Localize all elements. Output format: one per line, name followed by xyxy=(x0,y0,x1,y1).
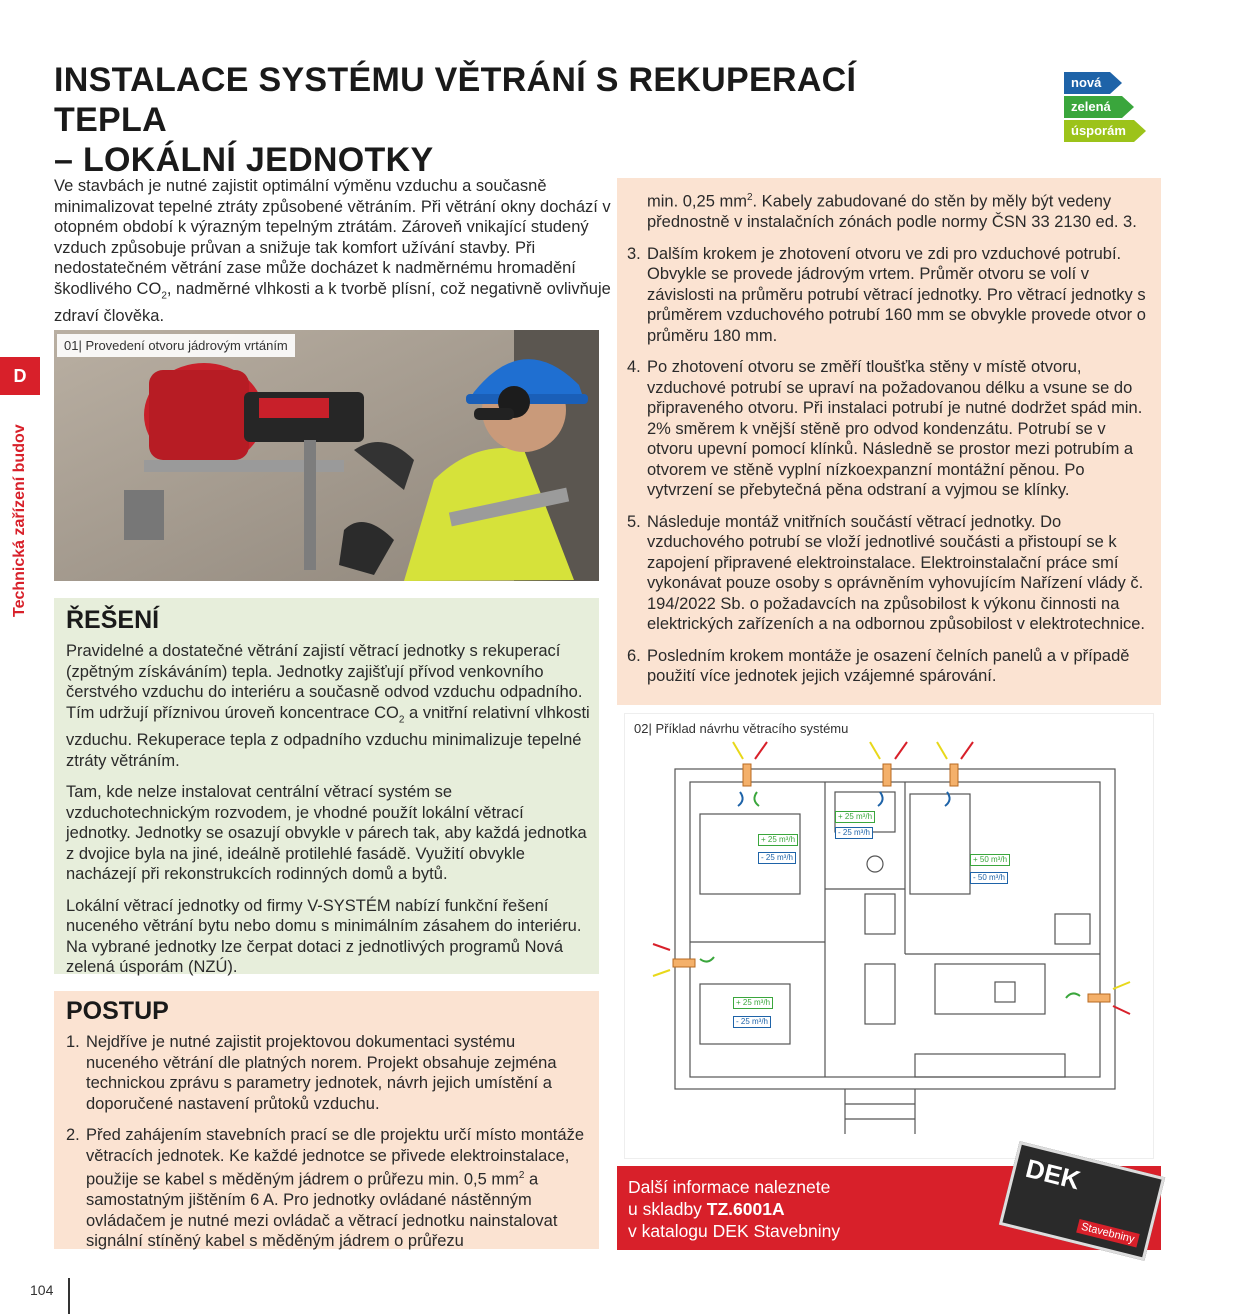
worker-drilling-illustration xyxy=(54,330,599,581)
reseni-heading: ŘEŠENÍ xyxy=(66,606,160,634)
info-line-3: v katalogu DEK Stavebniny xyxy=(628,1221,841,1241)
section-vertical-label: Technická zařízení budov xyxy=(11,424,28,617)
book-subtitle: Stavebniny xyxy=(1076,1219,1140,1248)
badge-zelena: zelená xyxy=(1064,96,1134,118)
reseni-box xyxy=(54,598,599,977)
postup-step-4: 4. Po zhotovení otvoru se změří tloušťka stěny v místě otvoru, vzduchové potrubí se upraví na požadovanou délku a vsune se do připraveného otvoru. Při instalaci potrubí je nutné dodržet spád min. 2% směrem k vnější stěně pro odvod kondenzátu. Potrubí se v otvoru upevní pomocí klínků. Následně se prostor mezi potrubím a otvorem ve stěně vyplní nízkoexpanzní montážní pěnou. Po vytvrzení se přebytečná pěna odstraní a vyjmou se klínky. xyxy=(627,358,1143,499)
intro-paragraph: Ve stavbách je nutné zajistit optimální výměnu vzduchu a současně minimalizovat tepelné ztráty způsobené větráním. Při větrání okny dochází v otopném období k výrazným tepelným ztrátám. Zároveň vnikající studený vzduch způsobuje průvan a snižuje tak komfort užívání stavby. Při nedostatečném větrání zase může docházet k nadměrnému hromadění škodlivého $CO_2$, nadměrné vlhkosti a k tvorbě plísní, což negativně ovlivňuje zdraví člověka. xyxy=(54,177,611,326)
page-number: 104 xyxy=(30,1282,54,1298)
badge-nova: nová xyxy=(1064,72,1122,94)
postup-heading: POSTUP xyxy=(66,997,169,1025)
postup-step-6: 6. Posledním krokem montáže je osazení čelních panelů a v případě použití více jednotek jejich vzájemné spárování. xyxy=(627,646,1130,685)
info-line-2: u skladby TZ.6001A xyxy=(628,1199,785,1219)
plan-caption: 02| Příklad návrhu větracího systému xyxy=(634,721,849,736)
postup-step-3: 3. Dalším krokem je zhotovení otvoru ve zdi pro vzduchové potrubí. Obvykle se provede jádrovým vrtem. Průměr otvoru se volí v závislosti na průměru potrubí větrací jednotky. Pro větrací jednotky s průměrem vzduchového potrubí 160 mm se obvykle provede otvor o průměru 180 mm. xyxy=(627,244,1146,345)
flow-out-label: - 25 m³/h xyxy=(835,827,873,839)
ventilation-plan-figure xyxy=(624,713,1154,1159)
postup-continued-box xyxy=(617,178,1161,705)
postup-step-1: 1. Nejdříve je nutné zajistit projektovou dokumentaci systému nuceného větrání dle platných norem. Projekt obsahuje zejména technickou zprávu s parametry jednotek, návrh jejich umístění a doporučené nastavení průtoků vzduchu. xyxy=(66,1033,557,1113)
badge-usporam: úsporám xyxy=(1064,120,1146,142)
page-title xyxy=(54,60,954,180)
catalog-info-banner xyxy=(617,1153,1161,1250)
flow-in-big-label: + 50 m³/h xyxy=(970,854,1010,866)
photo-caption: 01| Provedení otvoru jádrovým vrtáním xyxy=(57,334,295,357)
page-divider xyxy=(68,1278,70,1314)
postup-step-2-continued: min. 0,25 $mm^2$. Kabely zabudované do stěn by měly být vedeny přednostně v instalačních zónách podle normy ČSN 33 2130 ed. 3. xyxy=(647,192,1137,231)
flow-out-big-label: - 50 m³/h xyxy=(970,872,1008,884)
book-title: DEK xyxy=(1022,1153,1084,1196)
catalog-book-image xyxy=(999,1141,1165,1261)
flow-out-label: - 25 m³/h xyxy=(758,852,796,864)
reseni-paragraph-2: Tam, kde nelze instalovat centrální větrací systém se vzduchotechnickým rozvodem, je vhodné použít lokální větrací jednotky. Jednotky se osazují obvykle v párech tak, aby každá jednotka z dvojice byla na jiné, ideálně protilehlé fasádě. Využití obvykle nacházejí při rekonstrukcích rodinných domů a bytů. xyxy=(66,783,587,884)
reseni-paragraph-1: Pravidelné a dostatečné větrání zajistí větrací jednotky s rekuperací (zpětným získáváním) tepla. Jednotky zajišťují přívod venkovního čerstvého vzduchu do interiéru a současně odvod vzduchu odpadního. Tím udržují příznivou úroveň koncentrace $CO_2$ a vnitřní relativní vlhkosti vzduchu. Rekuperace tepla z odpadního vzduchu minimalizuje tepelné ztráty větráním. xyxy=(66,642,590,770)
title-line-2: – LOKÁLNÍ JEDNOTKY xyxy=(54,141,434,179)
flow-out-label: - 25 m³/h xyxy=(733,1016,771,1028)
core-drilling-photo xyxy=(54,330,599,581)
postup-box xyxy=(54,991,599,1249)
title-line-1: INSTALACE SYSTÉMU VĚTRÁNÍ S REKUPERACÍ TEPLA xyxy=(54,61,857,139)
flow-in-label: + 25 m³/h xyxy=(835,811,875,823)
section-letter-tab: D xyxy=(0,357,40,395)
postup-step-2: 2. Před zahájením stavebních prací se dle projektu určí místo montáže větracích jednotek. Ke každé jednotce se přivede elektroinstalace, použije se kabel s měděným jádrem o průřezu min. 0,5 $mm^2$ a samostatným jištěním 6 A. Pro jednotky ovládané nástěnným ovládačem je nutné mezi ovládač a větrací jednotku nainstalovat signální stíněný kabel s měděným jádrem o průřezu xyxy=(66,1126,584,1250)
product-code[interactable]: TZ.6001A xyxy=(706,1199,785,1219)
info-line-1: Další informace naleznete xyxy=(628,1177,831,1197)
flow-in-label: + 25 m³/h xyxy=(733,997,773,1009)
floor-plan-drawing xyxy=(625,714,1153,1158)
postup-step-5: 5. Následuje montáž vnitřních součástí větrací jednotky. Do vzduchového potrubí se vloží jednotlivé součásti a přistoupí se k zapojení připravené elektroinstalace. Elektroinstalační práce smí vykonávat pouze osoby s oprávněním vyhovujícím Nařízení vlády č. 194/2022 Sb. o požadavcích na způsobilost k výkonu činnosti na elektrických zařízeních a na odbornou způsobilost v elektrotechnice. xyxy=(627,512,1146,633)
flow-in-label: + 25 m³/h xyxy=(758,834,798,846)
reseni-paragraph-3: Lokální větrací jednotky od firmy V-SYSTÉM nabízí funkční řešení nuceného větrání bytu nebo domu s minimálním zásahem do interiéru. Na vybrané jednotky lze čerpat dotaci z jednotlivých programů Nová zelená úsporám (NZÚ). xyxy=(66,896,582,977)
